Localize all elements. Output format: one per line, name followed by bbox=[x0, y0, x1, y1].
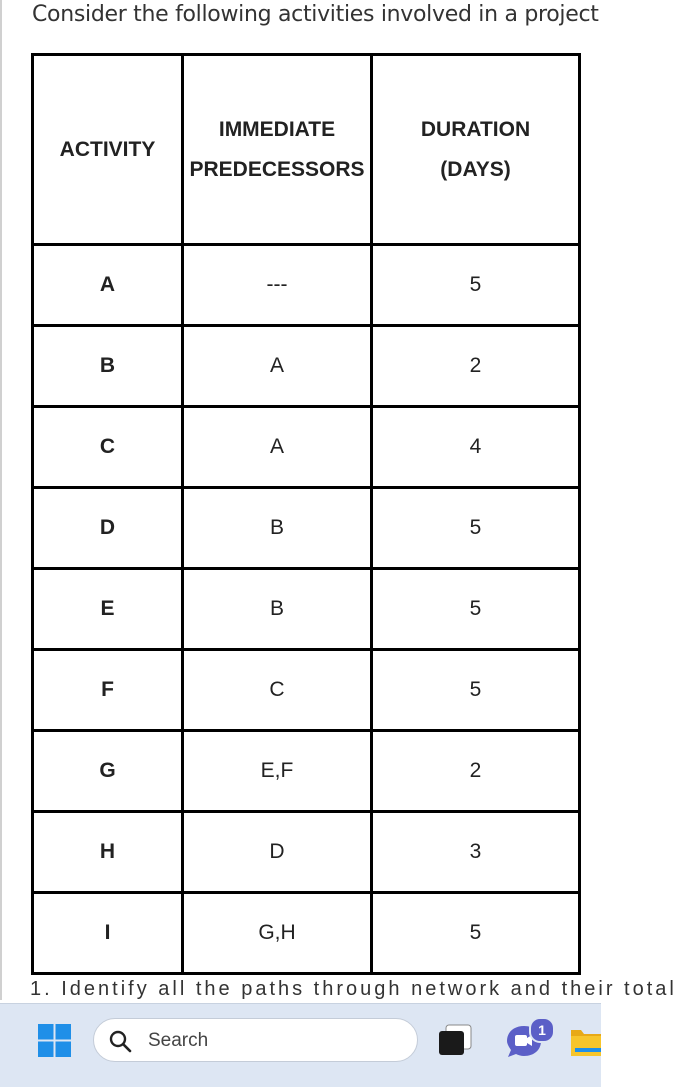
duration-cell: 5 bbox=[372, 893, 580, 974]
table-row bbox=[33, 488, 580, 569]
table-row bbox=[33, 893, 580, 974]
table-header-row bbox=[33, 55, 580, 245]
duration-cell: 2 bbox=[372, 731, 580, 812]
predecessors-cell: E,F bbox=[183, 731, 372, 812]
taskbar-search-box[interactable] bbox=[93, 1018, 418, 1062]
duration-cell: 3 bbox=[372, 812, 580, 893]
duration-cell: 4 bbox=[372, 407, 580, 488]
activity-cell: H bbox=[33, 812, 183, 893]
cut-off-question-text bbox=[30, 978, 677, 1000]
header-duration bbox=[372, 55, 580, 245]
header-immediate-predecessors bbox=[183, 55, 372, 245]
predecessors-cell: B bbox=[183, 488, 372, 569]
header-duration-line2: (DAYS) bbox=[440, 157, 511, 181]
task-view-icon[interactable] bbox=[437, 1022, 473, 1058]
activity-cell: I bbox=[33, 893, 183, 974]
activity-cell: A bbox=[33, 245, 183, 326]
activity-cell: B bbox=[33, 326, 183, 407]
header-duration-line1: DURATION bbox=[420, 118, 531, 142]
document-left-border bbox=[0, 0, 2, 1000]
table-row bbox=[33, 569, 580, 650]
document-heading: Consider the following activities involved in a project bbox=[32, 2, 599, 27]
search-icon bbox=[108, 1029, 132, 1053]
predecessors-cell: G,H bbox=[183, 893, 372, 974]
table-row bbox=[33, 326, 580, 407]
duration-cell: 5 bbox=[372, 488, 580, 569]
header-predecessors-line2: PREDECESSORS bbox=[189, 157, 365, 181]
predecessors-cell: B bbox=[183, 569, 372, 650]
table-row bbox=[33, 650, 580, 731]
activity-cell: D bbox=[33, 488, 183, 569]
activity-cell: E bbox=[33, 569, 183, 650]
predecessors-cell: C bbox=[183, 650, 372, 731]
search-label: Search bbox=[148, 1030, 209, 1051]
duration-cell: 5 bbox=[372, 650, 580, 731]
predecessors-cell: A bbox=[183, 407, 372, 488]
windows-start-icon[interactable] bbox=[38, 1024, 71, 1057]
activity-cell: F bbox=[33, 650, 183, 731]
cut-off-question-text-content: 1. Identify all the paths through network and their total bbox=[30, 978, 677, 1000]
header-activity: ACTIVITY bbox=[33, 55, 183, 245]
duration-cell: 2 bbox=[372, 326, 580, 407]
table-row bbox=[33, 812, 580, 893]
predecessors-cell: --- bbox=[183, 245, 372, 326]
table-row bbox=[33, 245, 580, 326]
predecessors-cell: A bbox=[183, 326, 372, 407]
table-row bbox=[33, 407, 580, 488]
activity-cell: C bbox=[33, 407, 183, 488]
duration-cell: 5 bbox=[372, 245, 580, 326]
activity-table bbox=[31, 53, 581, 975]
predecessors-cell: D bbox=[183, 812, 372, 893]
duration-cell: 5 bbox=[372, 569, 580, 650]
teams-notification-badge: 1 bbox=[529, 1017, 555, 1043]
file-explorer-icon[interactable] bbox=[569, 1024, 601, 1058]
table-row bbox=[33, 731, 580, 812]
taskbar bbox=[0, 1003, 601, 1087]
header-predecessors-line1: IMMEDIATE bbox=[218, 118, 336, 142]
activity-cell: G bbox=[33, 731, 183, 812]
